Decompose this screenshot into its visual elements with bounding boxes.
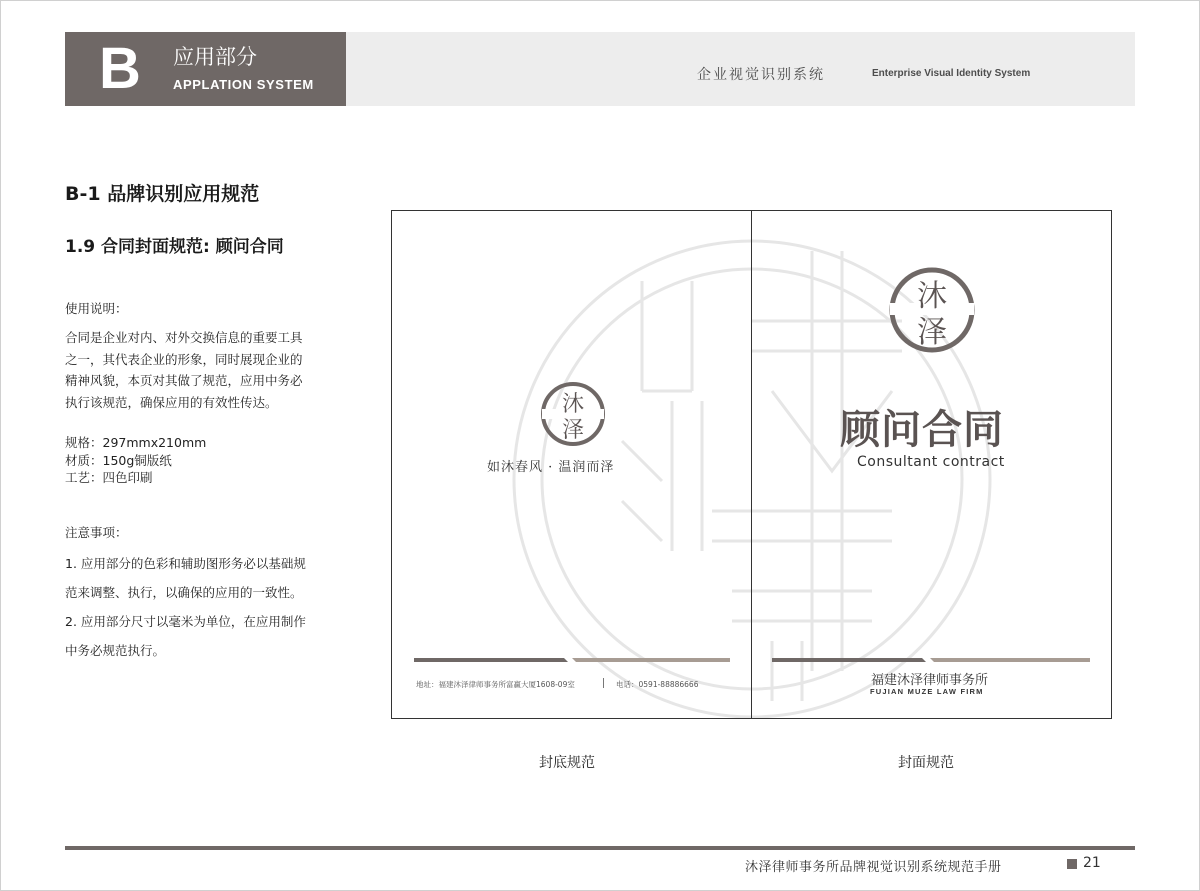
page-subsection-heading: 1.9 合同封面规范: 顾问合同 (65, 237, 284, 257)
note-line: 1. 应用部分的色彩和辅助图形务必以基础规 (65, 556, 306, 571)
contract-mockup (391, 210, 1112, 719)
system-title-en: Enterprise Visual Identity System (872, 68, 1031, 79)
notes-label: 注意事项： (65, 525, 128, 540)
spec-material: 材质：150g铜版纸 (65, 452, 172, 468)
firm-name-cn: 福建沐泽律师事务所 (871, 673, 989, 688)
page-section-heading: B-1 品牌识别应用规范 (65, 183, 260, 205)
usage-line: 之一，其代表企业的形象，同时展现企业的 (65, 351, 303, 367)
back-logo-icon (542, 384, 604, 444)
usage-label: 使用说明： (65, 301, 128, 316)
firm-name-en: FUJIAN MUZE LAW FIRM (870, 687, 984, 696)
usage-line: 合同是企业对内、对外交换信息的重要工具 (65, 330, 303, 345)
front-logo-icon (890, 270, 974, 350)
note-line: 2. 应用部分尺寸以毫米为单位，在应用制作 (65, 614, 306, 629)
spec-list (65, 434, 206, 487)
back-logo-bottom: 泽 (561, 418, 585, 443)
notes-text (65, 549, 306, 665)
back-slogan: 如沐春风 · 温润而泽 (487, 460, 615, 475)
usage-line: 执行该规范，确保应用的有效性传达。 (65, 394, 278, 410)
back-phone: 电话：0591-88886666 (616, 680, 699, 689)
page-marker-square (1067, 859, 1077, 869)
section-letter: B (99, 36, 141, 101)
spec-process: 工艺：四色印刷 (65, 470, 153, 485)
section-title-en: APPLATION SYSTEM (173, 77, 314, 92)
section-title-cn: 应用部分 (173, 45, 257, 69)
footer-rule (65, 846, 1135, 850)
back-divider (414, 658, 730, 662)
front-divider (772, 658, 1090, 662)
note-line: 范来调整、执行，以确保的应用的一致性。 (65, 585, 303, 600)
page-number: 21 (1083, 855, 1101, 871)
footer-title: 沐泽律师事务所品牌视觉识别系统规范手册 (745, 860, 1002, 875)
cover-title: 顾问合同 (840, 406, 1004, 453)
system-title-cn: 企业视觉识别系统 (697, 67, 825, 83)
caption-back: 封底规范 (539, 755, 595, 771)
header-section-block (65, 32, 346, 106)
spec-size: 规格：297mmx210mm (65, 435, 207, 450)
cover-title-en: Consultant contract (857, 454, 1005, 470)
front-logo-top: 沐 (917, 279, 947, 314)
usage-text (65, 327, 303, 413)
back-logo-top: 沐 (561, 392, 585, 417)
front-logo-bottom: 泽 (917, 315, 947, 350)
fold-line (751, 211, 752, 718)
back-address: 地址：福建沐泽律师事务所富赢大厦1608-09室 (416, 680, 575, 689)
caption-front: 封面规范 (898, 755, 954, 771)
note-line: 中务必规范执行。 (65, 643, 166, 658)
usage-line: 精神风貌，本页对其做了规范，应用中务必 (65, 373, 303, 388)
address-separator (603, 678, 604, 688)
